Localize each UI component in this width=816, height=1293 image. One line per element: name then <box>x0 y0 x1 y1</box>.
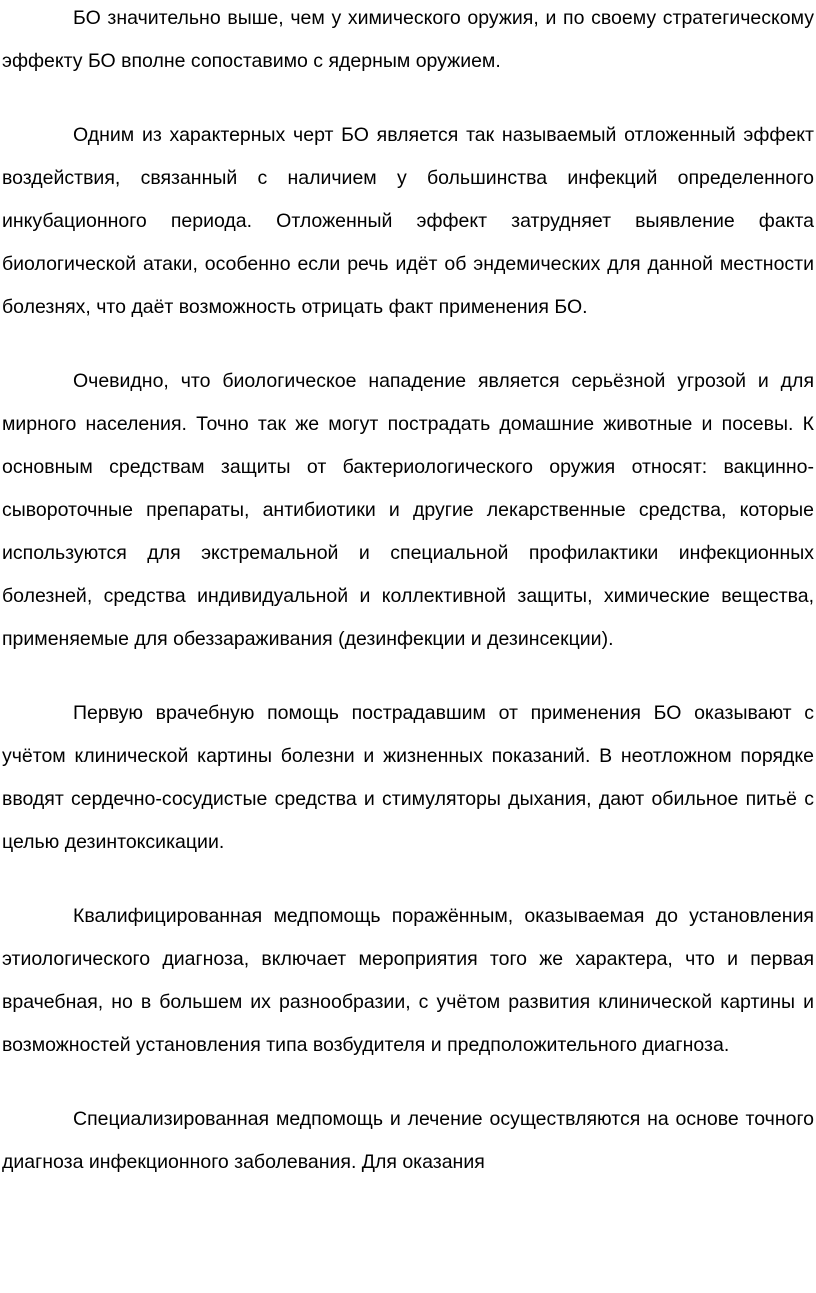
paragraph-gap <box>2 329 814 360</box>
paragraph-gap <box>2 864 814 895</box>
paragraph-gap <box>2 1067 814 1098</box>
paragraph-5: Квалифицированная медпомощь поражённым, оказываемая до установления этиологического диагноза, включает мероприятия того же характера, что и первая врачебная, но в большем их разнообразии, с учётом развития клинической картины и возможностей установления типа возбудителя и предположительного диагноза. <box>2 905 814 1056</box>
paragraph-gap <box>2 83 814 114</box>
paragraph-1: БО значительно выше, чем у химического оружия, и по своему стратегическому эффекту БО вполне сопоставимо с ядерным оружием. <box>2 7 814 72</box>
paragraph-3: Очевидно, что биологическое нападение является серьёзной угрозой и для мирного населения. Точно так же могут пострадать домашние животные и посевы. К основным средствам защиты от бактериологического оружия относят: вакцинно-сывороточные препараты, антибиотики и другие лекарственные средства, которые используются для экстремальной и специальной профилактики инфекционных болезней, средства индивидуальной и коллективной защиты, химические вещества, применяемые для обеззараживания (дезинфекции и дезинсекции). <box>2 370 814 650</box>
paragraph-6: Специализированная медпомощь и лечение осуществляются на основе точного диагноза инфекционного заболевания. Для оказания <box>2 1108 814 1173</box>
paragraph-4: Первую врачебную помощь пострадавшим от применения БО оказывают с учётом клинической картины болезни и жизненных показаний. В неотложном порядке вводят сердечно-сосудистые средства и стимуляторы дыхания, дают обильное питьё с целью дезинтоксикации. <box>2 702 814 853</box>
paragraph-2: Одним из характерных черт БО является так называемый отложенный эффект воздействия, связанный с наличием у большинства инфекций определенного инкубационного периода. Отложенный эффект затрудняет выявление факта биологической атаки, особенно если речь идёт об эндемических для данной местности болезнях, что даёт возможность отрицать факт применения БО. <box>2 124 814 318</box>
paragraph-gap <box>2 661 814 692</box>
